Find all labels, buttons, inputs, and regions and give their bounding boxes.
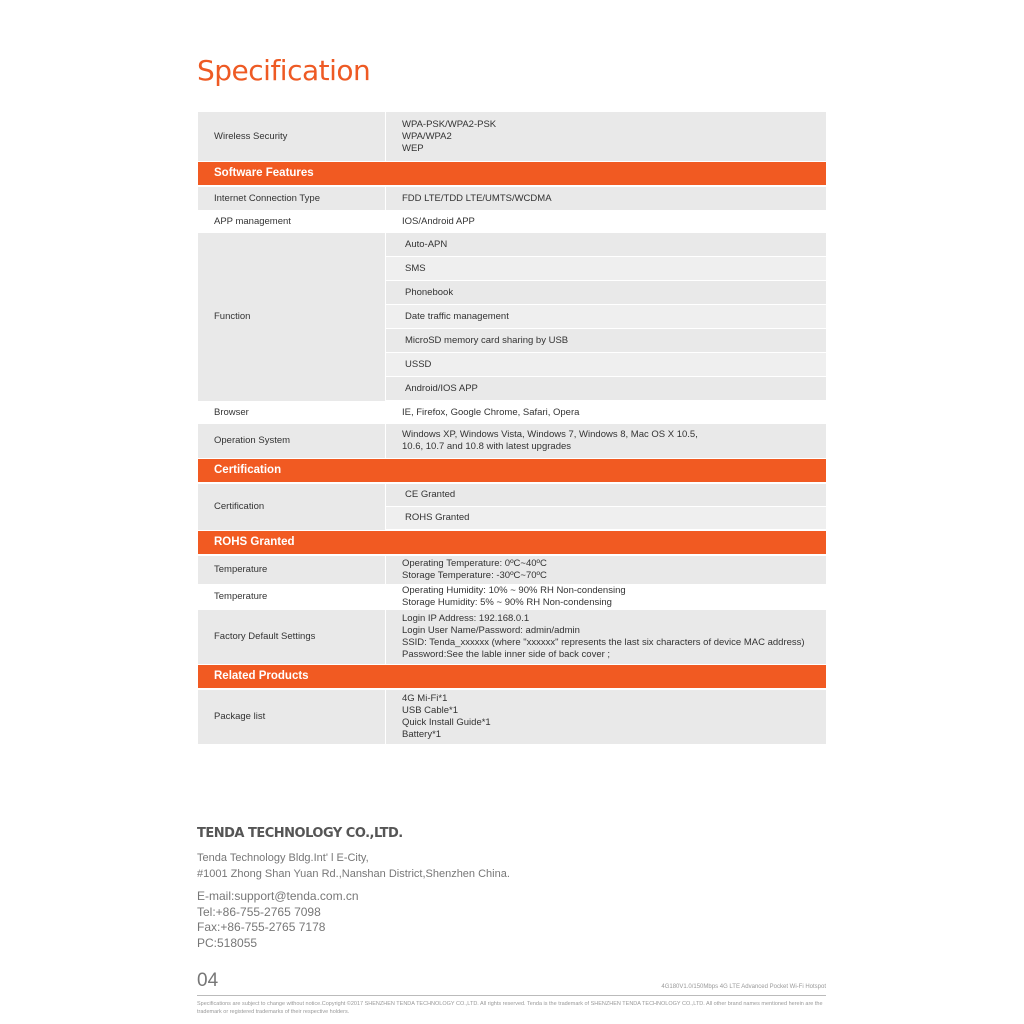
legal-notice: Specifications are subject to change without notice.Copyright ©2017 SHENZHEN TENDA TECHNOLOGY CO.,LTD. All rights reserved. Tenda is the trademark of SHENZHEN TENDA TECHNOLOGY CO.,LTD. All other brand names mentioned herein are the trademark or registered trademarks of their respective holders. (197, 1001, 823, 1015)
spec-value-line: WPA/WPA2 (402, 130, 452, 142)
spec-value-line: Storage Temperature: -30ºC~70ºC (402, 570, 547, 581)
spec-value-item: CE Granted (386, 484, 826, 507)
spec-row (198, 233, 826, 401)
page-number: 04 (197, 970, 219, 991)
spec-row (198, 484, 826, 530)
section-header: Software Features (198, 162, 826, 185)
spec-label: Package list (198, 690, 386, 744)
model-name: 4G180V1.0/150Mbps 4G LTE Advanced Pocket Wi-Fi Hotspot (661, 984, 826, 990)
tel: Tel:+86-755-2765 7098 (197, 905, 321, 919)
spec-value-line: Operating Temperature: 0ºC~40ºC (402, 558, 547, 569)
spec-value-line: Battery*1 (402, 729, 442, 740)
spec-table (198, 112, 826, 744)
section-header: Related Products (198, 665, 826, 688)
spec-label: Factory Default Settings (198, 610, 386, 664)
fax: Fax:+86-755-2765 7178 (197, 920, 326, 934)
spec-value-item: Auto-APN (386, 233, 826, 257)
company-name: TENDA TECHNOLOGY CO.,LTD. (197, 826, 403, 841)
spec-row (198, 112, 826, 161)
spec-label: Certification (198, 484, 386, 530)
spec-value (386, 112, 826, 161)
spec-value-line: Login IP Address: 192.168.0.1 (402, 613, 530, 624)
postcode: PC:518055 (197, 936, 258, 950)
spec-value-item: Phonebook (386, 281, 826, 305)
spec-row (198, 210, 826, 233)
page-title: Specification (197, 54, 371, 87)
spec-value (386, 424, 826, 458)
section-header: Certification (198, 459, 826, 482)
spec-value (386, 210, 826, 233)
spec-label: APP management (198, 210, 386, 233)
spec-value-line: FDD LTE/TDD LTE/UMTS/WCDMA (402, 192, 552, 204)
spec-value-line: 10.6, 10.7 and 10.8 with latest upgrades (402, 441, 572, 452)
spec-row (198, 187, 826, 210)
spec-value-line: Storage Humidity: 5% ~ 90% RH Non-condensing (402, 597, 612, 608)
spec-label: Operation System (198, 424, 386, 458)
spec-value (386, 690, 826, 744)
spec-row (198, 424, 826, 458)
spec-value (386, 610, 826, 664)
email: E-mail:support@tenda.com.cn (197, 889, 359, 903)
spec-value-line: Quick Install Guide*1 (402, 717, 491, 728)
spec-row (198, 401, 826, 424)
spec-value-line: WEP (402, 142, 424, 154)
spec-value (386, 401, 826, 424)
spec-value-line: USB Cable*1 (402, 705, 458, 716)
spec-value (386, 233, 826, 401)
spec-value-line: Login User Name/Password: admin/admin (402, 625, 580, 636)
spec-value-line: Password:See the lable inner side of back cover ; (402, 649, 611, 660)
spec-label: Browser (198, 401, 386, 424)
address-line-2: #1001 Zhong Shan Yuan Rd.,Nanshan District,Shenzhen China. (197, 868, 510, 880)
spec-value-item: Android/IOS APP (386, 377, 826, 401)
spec-label: Temperature (198, 556, 386, 584)
spec-value-line: WPA-PSK/WPA2-PSK (402, 118, 497, 130)
spec-value-item: MicroSD memory card sharing by USB (386, 329, 826, 353)
spec-label: Function (198, 233, 386, 401)
spec-row (198, 556, 826, 584)
spec-value-line: IE, Firefox, Google Chrome, Safari, Opera (402, 406, 580, 418)
spec-label: Wireless Security (198, 112, 386, 161)
spec-value (386, 484, 826, 530)
spec-row (198, 610, 826, 664)
spec-value-line: Operating Humidity: 10% ~ 90% RH Non-condensing (402, 585, 626, 596)
spec-row (198, 690, 826, 744)
address-line-1: Tenda Technology Bldg.Int' l E-City, (197, 852, 369, 864)
spec-value-item: Date traffic management (386, 305, 826, 329)
spec-row (198, 584, 826, 610)
divider (197, 995, 826, 996)
spec-label: Temperature (198, 584, 386, 610)
spec-value-line: IOS/Android APP (402, 215, 475, 227)
spec-value (386, 584, 826, 610)
spec-value-item: ROHS Granted (386, 507, 826, 530)
spec-value-line: SSID: Tenda_xxxxxx (where "xxxxxx" represents the last six characters of device MAC address) (402, 637, 805, 648)
spec-value-item: USSD (386, 353, 826, 377)
spec-label: Internet Connection Type (198, 187, 386, 210)
spec-value-line: 4G Mi-Fi*1 (402, 693, 448, 704)
spec-value-line: Windows XP, Windows Vista, Windows 7, Windows 8, Mac OS X 10.5, (402, 429, 698, 440)
section-header: ROHS Granted (198, 531, 826, 554)
spec-value-item: SMS (386, 257, 826, 281)
spec-value (386, 556, 826, 584)
spec-value (386, 187, 826, 210)
